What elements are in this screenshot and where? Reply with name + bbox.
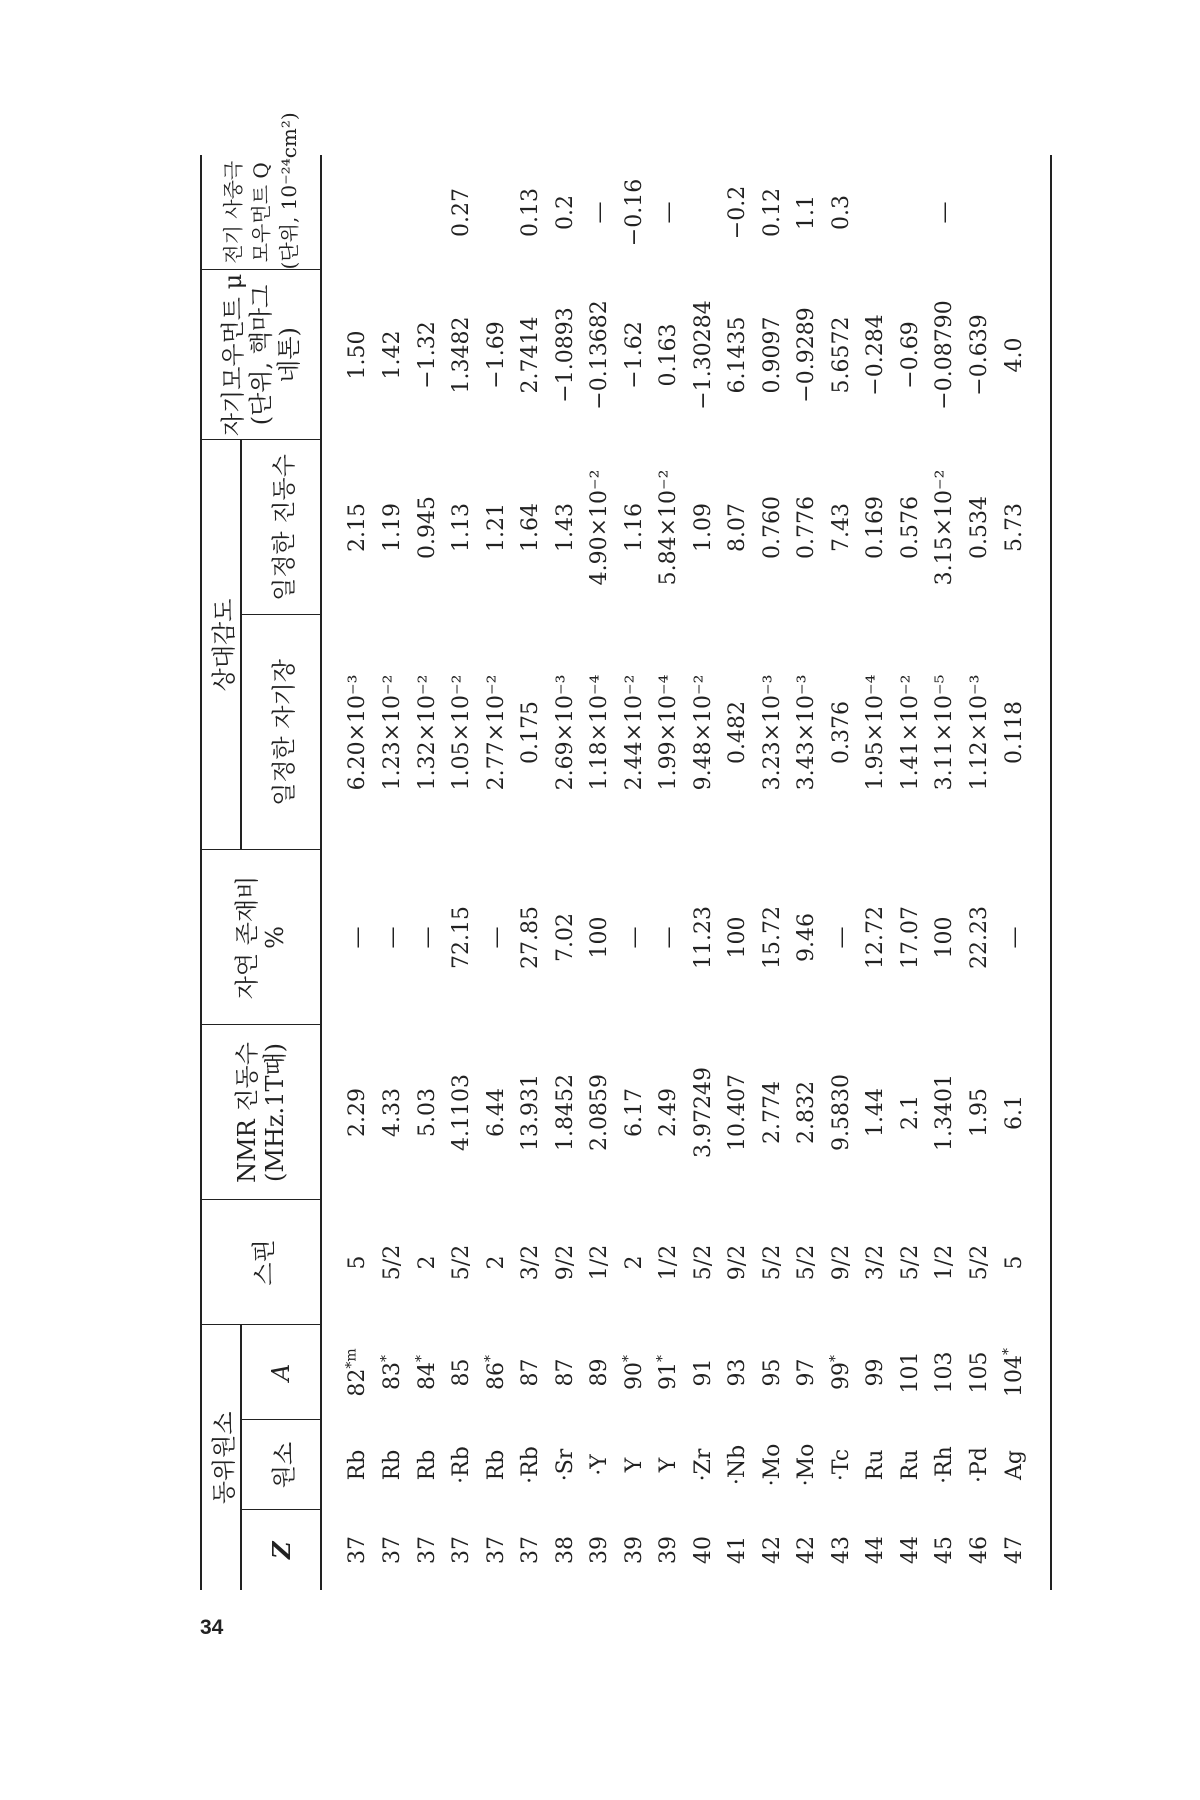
- cell-magnetic-moment: 1.50: [345, 330, 371, 380]
- radioactive-mark: *: [482, 1355, 499, 1362]
- cell-nmr-frequency: 5.03: [414, 1088, 440, 1137]
- cell-abundance: 22.23: [966, 906, 992, 969]
- mass-number: 103: [932, 1351, 958, 1394]
- cell-sens-freq: 1.21: [483, 503, 509, 552]
- cell-quadrupole-moment: 0.3: [828, 194, 854, 230]
- cell-sens-field: 0.376: [828, 701, 854, 764]
- cell-z: 37: [414, 1536, 440, 1564]
- cell-abundance: —: [345, 926, 371, 949]
- cell-magnetic-moment: −1.69: [483, 321, 509, 389]
- cell-sens-freq: 0.945: [414, 496, 440, 559]
- cell-nmr-frequency: 9.5830: [828, 1074, 854, 1151]
- cell-a: [651, 1325, 686, 1420]
- cell-abundance: 100: [587, 916, 613, 959]
- cell-sens-field: 1.95×10⁻⁴: [863, 674, 889, 791]
- header-a: A: [241, 1325, 321, 1420]
- cell-sens-field: 3.43×10⁻³: [794, 674, 820, 791]
- header-spin: 스핀: [201, 1200, 321, 1325]
- mass-number: 93: [725, 1358, 751, 1387]
- radioactive-mark: *: [413, 1355, 430, 1362]
- cell-spin: 2: [621, 1255, 647, 1270]
- cell-a: [755, 1325, 790, 1420]
- mass-number: 82: [345, 1368, 371, 1397]
- cell-z: 42: [759, 1536, 785, 1564]
- cell-z: 39: [621, 1536, 647, 1564]
- cell-spin: 2: [414, 1255, 440, 1270]
- cell-nmr-frequency: 4.1103: [449, 1074, 475, 1151]
- header-abundance: [201, 850, 321, 1025]
- table-row: [479, 155, 514, 1590]
- cell-element: Rb: [380, 1449, 406, 1481]
- table-row: [617, 155, 652, 1590]
- nmr-isotope-table: [200, 112, 1052, 1590]
- cell-sens-field: 1.32×10⁻²: [414, 674, 440, 791]
- cell-abundance: —: [380, 926, 406, 949]
- mass-number: 86: [483, 1362, 509, 1390]
- cell-sens-field: 1.99×10⁻⁴: [656, 674, 682, 791]
- cell-sens-freq: 2.15: [345, 503, 371, 552]
- cell-nmr-frequency: 2.49: [656, 1088, 682, 1137]
- header-element: 원소: [241, 1420, 321, 1510]
- header-mu-line3: 네톤): [275, 327, 303, 383]
- cell-a: [893, 1325, 928, 1420]
- cell-a: [375, 1325, 410, 1420]
- cell-sens-field: 2.69×10⁻³: [552, 674, 578, 791]
- cell-a: [720, 1325, 755, 1420]
- cell-magnetic-moment: 1.42: [380, 330, 406, 380]
- cell-a: [962, 1325, 997, 1420]
- cell-z: 42: [794, 1536, 820, 1564]
- table-header: [201, 112, 321, 1590]
- cell-magnetic-moment: −0.08790: [932, 300, 958, 410]
- cell-z: 37: [449, 1536, 475, 1564]
- header-relative-sensitivity: 상대감도: [201, 440, 241, 850]
- cell-spin: 5/2: [794, 1244, 820, 1281]
- cell-nmr-frequency: 3.97249: [690, 1067, 716, 1158]
- cell-a: [996, 1325, 1051, 1420]
- mass-number: 87: [518, 1358, 544, 1387]
- cell-spin: 3/2: [518, 1244, 544, 1281]
- cell-sens-field: 3.11×10⁻⁵: [932, 674, 958, 791]
- radioactive-mark: *: [654, 1355, 671, 1362]
- cell-spin: 9/2: [725, 1244, 751, 1281]
- header-mu-line1: 자기모우먼트 μ: [219, 273, 247, 437]
- radioactive-mark: *: [620, 1355, 637, 1362]
- cell-sens-freq: 1.16: [621, 503, 647, 552]
- header-nmr-line1: NMR 진동수: [233, 1042, 261, 1183]
- cell-sens-field: 1.23×10⁻²: [380, 674, 406, 791]
- header-q-line2: 모우먼트 Q: [249, 162, 273, 263]
- cell-abundance: —: [828, 926, 854, 949]
- cell-element: Ag: [1001, 1450, 1027, 1480]
- cell-nmr-frequency: 6.44: [483, 1088, 509, 1137]
- header-nmr-line2: (MHz.1T때): [261, 1043, 289, 1182]
- cell-quadrupole-moment: [479, 155, 514, 270]
- table-row: [755, 155, 790, 1590]
- cell-sens-freq: 5.73: [1001, 503, 1027, 552]
- cell-magnetic-moment: 0.9097: [759, 316, 785, 394]
- table-row: [444, 155, 479, 1590]
- cell-sens-freq: 0.169: [863, 496, 889, 559]
- cell-element: Ru: [897, 1449, 923, 1481]
- cell-magnetic-moment: 6.1435: [725, 316, 751, 394]
- cell-abundance: 100: [725, 916, 751, 959]
- cell-spin: 5: [1001, 1255, 1027, 1270]
- cell-magnetic-moment: −0.9289: [794, 307, 820, 403]
- cell-nmr-frequency: 6.17: [621, 1088, 647, 1137]
- cell-abundance: 11.23: [690, 906, 716, 969]
- cell-abundance: 9.46: [794, 913, 820, 962]
- cell-a: [548, 1325, 583, 1420]
- cell-quadrupole-moment: [321, 155, 375, 270]
- table-row: [321, 155, 375, 1590]
- cell-element: ·Mo: [794, 1443, 820, 1487]
- cell-z: 37: [483, 1536, 509, 1564]
- cell-element: Y: [656, 1457, 682, 1473]
- cell-magnetic-moment: −0.69: [897, 321, 923, 389]
- cell-sens-field: 1.18×10⁻⁴: [587, 674, 613, 791]
- cell-abundance: —: [656, 926, 682, 949]
- cell-element: ·Sr: [552, 1448, 578, 1482]
- table-row: [962, 155, 997, 1590]
- cell-spin: 2: [483, 1255, 509, 1270]
- header-sens-field: 일정한 자기장: [241, 615, 321, 850]
- cell-z: 40: [690, 1536, 716, 1564]
- cell-abundance: 17.07: [897, 906, 923, 969]
- radioactive-mark: *: [1000, 1348, 1017, 1355]
- cell-quadrupole-moment: [858, 155, 893, 270]
- header-quadrupole-moment: [201, 112, 321, 270]
- cell-abundance: 72.15: [449, 906, 475, 969]
- mass-number: 90: [621, 1362, 647, 1390]
- cell-sens-freq: 0.776: [794, 496, 820, 559]
- header-nmr-frequency: [201, 1025, 321, 1200]
- cell-quadrupole-moment: [375, 155, 410, 270]
- cell-magnetic-moment: −1.30284: [690, 300, 716, 410]
- cell-a: [927, 1325, 962, 1420]
- mass-number: 83: [380, 1362, 406, 1390]
- cell-quadrupole-moment: —: [587, 201, 613, 224]
- cell-nmr-frequency: 1.95: [966, 1088, 992, 1137]
- cell-element: Ru: [863, 1449, 889, 1481]
- table-row: [548, 155, 583, 1590]
- cell-spin: 9/2: [828, 1244, 854, 1281]
- header-abundance-line1: 자연 존재비: [233, 875, 261, 1000]
- cell-abundance: —: [1001, 926, 1027, 949]
- cell-abundance: 12.72: [863, 906, 889, 969]
- cell-spin: 5/2: [449, 1244, 475, 1281]
- cell-quadrupole-moment: 1.1: [794, 194, 820, 230]
- table-row: [375, 155, 410, 1590]
- cell-quadrupole-moment: 0.13: [518, 188, 544, 237]
- cell-element: ·Pd: [966, 1447, 992, 1483]
- cell-sens-field: 3.23×10⁻³: [759, 674, 785, 791]
- cell-sens-field: 0.175: [518, 701, 544, 764]
- cell-element: Y: [621, 1457, 647, 1473]
- cell-quadrupole-moment: 0.27: [449, 188, 475, 237]
- cell-sens-freq: 1.09: [690, 503, 716, 552]
- mass-number: 95: [759, 1358, 785, 1387]
- cell-magnetic-moment: 5.6572: [828, 316, 854, 394]
- cell-z: 41: [725, 1536, 751, 1564]
- cell-sens-field: 1.41×10⁻²: [897, 674, 923, 791]
- cell-spin: 3/2: [863, 1244, 889, 1281]
- cell-nmr-frequency: 1.8452: [552, 1074, 578, 1151]
- cell-nmr-frequency: 1.3401: [932, 1074, 958, 1151]
- cell-magnetic-moment: −0.284: [863, 314, 889, 396]
- cell-z: 39: [587, 1536, 613, 1564]
- cell-z: 37: [345, 1536, 371, 1564]
- cell-sens-field: 0.118: [1001, 701, 1027, 764]
- cell-sens-freq: 3.15×10⁻²: [932, 469, 958, 586]
- cell-nmr-frequency: 2.774: [759, 1081, 785, 1144]
- cell-quadrupole-moment: [996, 155, 1051, 270]
- cell-magnetic-moment: −1.0893: [552, 307, 578, 403]
- cell-a: [513, 1325, 548, 1420]
- cell-a: [321, 1325, 375, 1420]
- cell-element: ·Y: [587, 1454, 613, 1476]
- cell-z: 44: [897, 1536, 923, 1564]
- cell-element: ·Rb: [449, 1446, 475, 1484]
- cell-nmr-frequency: 13.931: [518, 1074, 544, 1151]
- table-body: [321, 155, 1051, 1590]
- cell-abundance: —: [621, 926, 647, 949]
- cell-element: ·Mo: [759, 1443, 785, 1487]
- table-row: [651, 155, 686, 1590]
- cell-element: Rb: [483, 1449, 509, 1481]
- cell-nmr-frequency: 10.407: [725, 1074, 751, 1151]
- radioactive-mark: *: [827, 1355, 844, 1362]
- cell-sens-field: 2.44×10⁻²: [621, 674, 647, 791]
- radioactive-mark: *m: [343, 1348, 360, 1369]
- cell-quadrupole-moment: —: [932, 201, 958, 224]
- cell-quadrupole-moment: 0.2: [552, 194, 578, 230]
- header-q-line1: 전기 사중극: [221, 160, 245, 264]
- cell-z: 43: [828, 1536, 854, 1564]
- cell-element: ·Nb: [725, 1444, 751, 1486]
- cell-sens-freq: 7.43: [828, 503, 854, 552]
- cell-spin: 5/2: [380, 1244, 406, 1281]
- cell-spin: 5/2: [897, 1244, 923, 1281]
- cell-magnetic-moment: −0.639: [966, 314, 992, 396]
- cell-sens-freq: 1.43: [552, 503, 578, 552]
- table-row: [824, 155, 859, 1590]
- header-z: Z: [266, 1541, 296, 1560]
- cell-sens-field: 6.20×10⁻³: [345, 674, 371, 791]
- cell-spin: 5/2: [759, 1244, 785, 1281]
- cell-abundance: —: [483, 926, 509, 949]
- mass-number: 91: [656, 1362, 682, 1390]
- radioactive-mark: *: [378, 1355, 395, 1362]
- table-row: [720, 155, 755, 1590]
- cell-nmr-frequency: 2.1: [897, 1094, 923, 1130]
- table-row: [789, 155, 824, 1590]
- mass-number: 99: [828, 1362, 854, 1390]
- mass-number: 89: [587, 1358, 613, 1387]
- cell-element: Rb: [345, 1449, 371, 1481]
- cell-element: ·Rb: [518, 1446, 544, 1484]
- table-row: [927, 155, 962, 1590]
- cell-sens-freq: 0.576: [897, 496, 923, 559]
- table-row: [513, 155, 548, 1590]
- cell-z: 44: [863, 1536, 889, 1564]
- mass-number: 97: [794, 1358, 820, 1387]
- cell-sens-freq: 0.760: [759, 496, 785, 559]
- table-row: [996, 155, 1051, 1590]
- cell-element: Rb: [414, 1449, 440, 1481]
- cell-sens-freq: 8.07: [725, 503, 751, 552]
- cell-magnetic-moment: −1.62: [621, 321, 647, 389]
- cell-abundance: 100: [932, 916, 958, 959]
- cell-z: 37: [380, 1536, 406, 1564]
- cell-element: ·Tc: [828, 1448, 854, 1482]
- cell-magnetic-moment: 4.0: [1001, 337, 1027, 373]
- cell-sens-field: 9.48×10⁻²: [690, 674, 716, 791]
- table-row: [686, 155, 721, 1590]
- cell-quadrupole-moment: —: [656, 201, 682, 224]
- cell-quadrupole-moment: −0.16: [621, 178, 647, 247]
- cell-z: 38: [552, 1536, 578, 1564]
- header-sens-freq: 일정한 진동수: [241, 440, 321, 615]
- cell-spin: 5/2: [966, 1244, 992, 1281]
- cell-nmr-frequency: 4.33: [380, 1088, 406, 1137]
- mass-number: 101: [897, 1351, 923, 1394]
- cell-z: 47: [1001, 1536, 1027, 1564]
- cell-a: [617, 1325, 652, 1420]
- cell-sens-freq: 0.534: [966, 496, 992, 559]
- cell-spin: 1/2: [656, 1244, 682, 1281]
- cell-quadrupole-moment: [686, 155, 721, 270]
- cell-quadrupole-moment: [962, 155, 997, 270]
- mass-number: 104: [1001, 1355, 1027, 1397]
- mass-number: 105: [966, 1351, 992, 1394]
- cell-quadrupole-moment: [410, 155, 445, 270]
- cell-spin: 9/2: [552, 1244, 578, 1281]
- header-magnetic-moment: [201, 270, 321, 440]
- rotated-table-container: [200, 112, 1052, 1590]
- cell-abundance: 7.02: [552, 913, 578, 962]
- table-row: [410, 155, 445, 1590]
- cell-z: 46: [966, 1536, 992, 1564]
- cell-a: [686, 1325, 721, 1420]
- cell-nmr-frequency: 6.1: [1001, 1094, 1027, 1130]
- cell-a: [858, 1325, 893, 1420]
- cell-spin: 5: [345, 1255, 371, 1270]
- cell-a: [479, 1325, 514, 1420]
- cell-abundance: 15.72: [759, 906, 785, 969]
- cell-quadrupole-moment: [893, 155, 928, 270]
- cell-sens-freq: 4.90×10⁻²: [587, 469, 613, 586]
- cell-z: 39: [656, 1536, 682, 1564]
- mass-number: 87: [552, 1358, 578, 1387]
- header-abundance-line2: %: [261, 926, 289, 949]
- cell-spin: 1/2: [587, 1244, 613, 1281]
- cell-quadrupole-moment: −0.2: [725, 185, 751, 240]
- cell-sens-freq: 1.13: [449, 503, 475, 552]
- page-number: 34: [200, 1616, 224, 1639]
- mass-number: 91: [690, 1358, 716, 1387]
- cell-z: 37: [518, 1536, 544, 1564]
- cell-sens-field: 1.12×10⁻³: [966, 674, 992, 791]
- cell-nmr-frequency: 2.0859: [587, 1074, 613, 1151]
- cell-sens-freq: 1.64: [518, 503, 544, 552]
- cell-quadrupole-moment: 0.12: [759, 188, 785, 237]
- cell-a: [789, 1325, 824, 1420]
- cell-nmr-frequency: 2.29: [345, 1088, 371, 1137]
- cell-spin: 1/2: [932, 1244, 958, 1281]
- cell-magnetic-moment: −1.32: [414, 321, 440, 389]
- cell-element: ·Zr: [690, 1448, 716, 1482]
- cell-a: [444, 1325, 479, 1420]
- header-mu-line2: (단위, 핵마그: [247, 284, 275, 426]
- cell-a: [410, 1325, 445, 1420]
- cell-magnetic-moment: 1.3482: [449, 316, 475, 394]
- cell-sens-field: 0.482: [725, 701, 751, 764]
- cell-magnetic-moment: −0.13682: [587, 300, 613, 410]
- mass-number: 84: [414, 1362, 440, 1390]
- cell-a: [824, 1325, 859, 1420]
- cell-a: [582, 1325, 617, 1420]
- cell-element: ·Rh: [932, 1446, 958, 1484]
- cell-sens-freq: 5.84×10⁻²: [656, 469, 682, 586]
- cell-z: 45: [932, 1536, 958, 1564]
- cell-magnetic-moment: 0.163: [656, 323, 682, 387]
- cell-nmr-frequency: 2.832: [794, 1081, 820, 1144]
- header-q-line3: (단위, 10⁻²⁴cm²): [277, 112, 301, 270]
- cell-sens-freq: 1.19: [380, 503, 406, 552]
- cell-magnetic-moment: 2.7414: [518, 316, 544, 394]
- cell-abundance: 27.85: [518, 906, 544, 969]
- mass-number: 99: [863, 1358, 889, 1387]
- cell-abundance: —: [414, 926, 440, 949]
- mass-number: 85: [449, 1358, 475, 1387]
- cell-spin: 5/2: [690, 1244, 716, 1281]
- cell-sens-field: 1.05×10⁻²: [449, 674, 475, 791]
- table-row: [858, 155, 893, 1590]
- cell-nmr-frequency: 1.44: [863, 1088, 889, 1137]
- cell-sens-field: 2.77×10⁻²: [483, 674, 509, 791]
- header-isotope: 동위원소: [201, 1325, 241, 1590]
- table-row: [582, 155, 617, 1590]
- table-row: [893, 155, 928, 1590]
